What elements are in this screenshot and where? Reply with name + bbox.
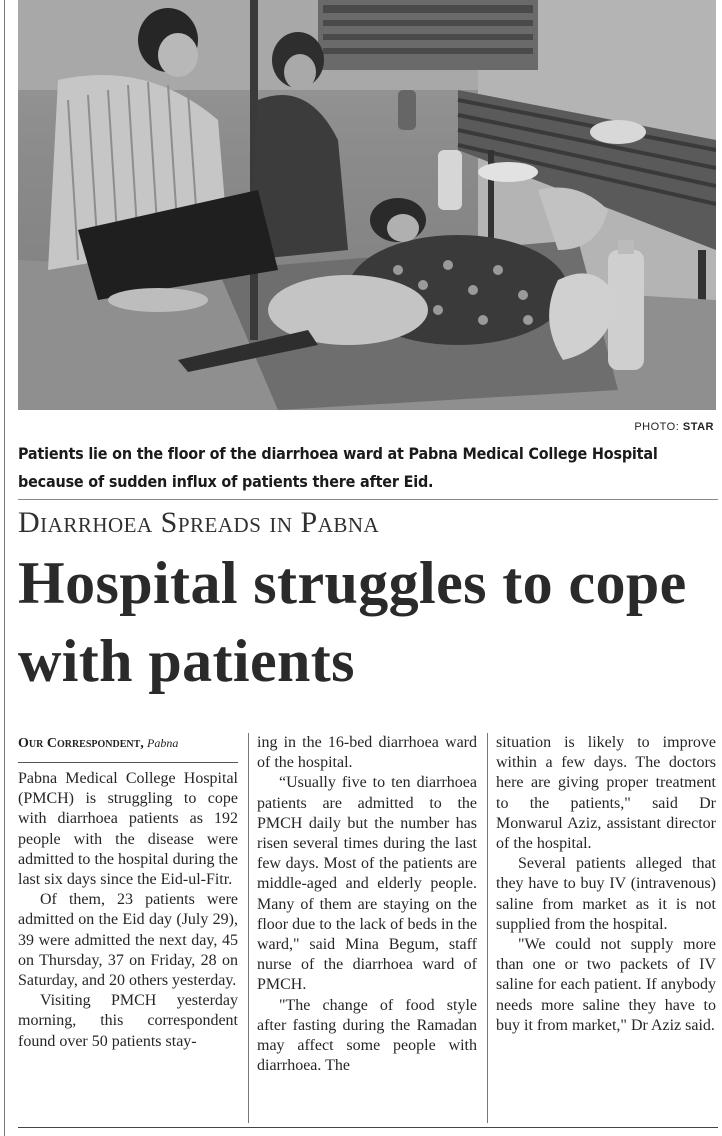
column-divider: [248, 733, 249, 1123]
paragraph: Visiting PMCH yesterday morning, this correspondent found over 50 patients stay-: [18, 992, 238, 1050]
caption-divider: [18, 499, 718, 500]
left-margin-rule: [4, 0, 5, 1136]
photo-credit: [634, 421, 714, 433]
paragraph: Pabna Medical College Hospital (PMCH) is struggling to cope with diarrhoea patients as 192 people with the disease were admitted to the hospital during the last six days since the Eid-ul-Fitr.: [18, 770, 238, 889]
paragraph: ing in the 16-bed diarrhoea ward of the hospital.: [257, 734, 477, 772]
article-column-2: [257, 733, 477, 1076]
paragraph: situation is likely to improve within a few days. The doctors here are giving proper treatment to the patients," said Dr Monwarul Aziz, assistant director of the hospital.: [496, 734, 716, 853]
paragraph: Of them, 23 patients were admitted on the Eid day (July 29), 39 were admitted the next day, 45 on Thursday, 37 on Friday, 28 on Saturday, and 20 others yesterday.: [18, 891, 238, 990]
photo-caption: Patients lie on the floor of the diarrhoea ward at Pabna Medical College Hospital because of sudden influx of patients there after Eid.: [18, 444, 658, 491]
paragraph: "We could not supply more than one or two packets of IV saline for each patient. If anybody needs more saline they have to buy it from market," Dr Aziz said.: [496, 936, 716, 1034]
paragraph: Several patients alleged that they have to buy IV (intravenous) saline from market as it is not supplied from the hospital.: [496, 855, 716, 933]
article-column-3: [496, 733, 716, 1036]
kicker-headline: Diarrhoea Spreads in Pabna: [18, 506, 380, 539]
column-divider: [487, 733, 488, 1123]
news-photo: [18, 0, 716, 410]
photo-credit-source: STAR: [682, 421, 714, 433]
photo-credit-prefix: PHOTO:: [634, 421, 683, 433]
bottom-rule: [18, 1127, 718, 1128]
paragraph: “Usually five to ten diarrhoea patients are admitted to the PMCH daily but the number has risen several times during the last few days. Most of the patients are middle-aged and elderly people. Many of them are staying on the floor due to the lack of beds in the ward," said Mina Begum, staff nurse of the diarrhoea ward of PMCH.: [257, 774, 477, 994]
byline-name: Our Correspondent,: [18, 736, 144, 751]
byline-place: Pabna: [147, 736, 179, 750]
main-headline[interactable]: Hospital struggles to cope with patients: [18, 550, 687, 694]
article-column-1: [18, 733, 238, 1052]
byline: [18, 733, 238, 763]
paragraph: "The change of food style after fasting during the Ramadan may affect some people with diarrhoea. The: [257, 996, 477, 1075]
hospital-ward-photo-illustration: [18, 0, 716, 410]
